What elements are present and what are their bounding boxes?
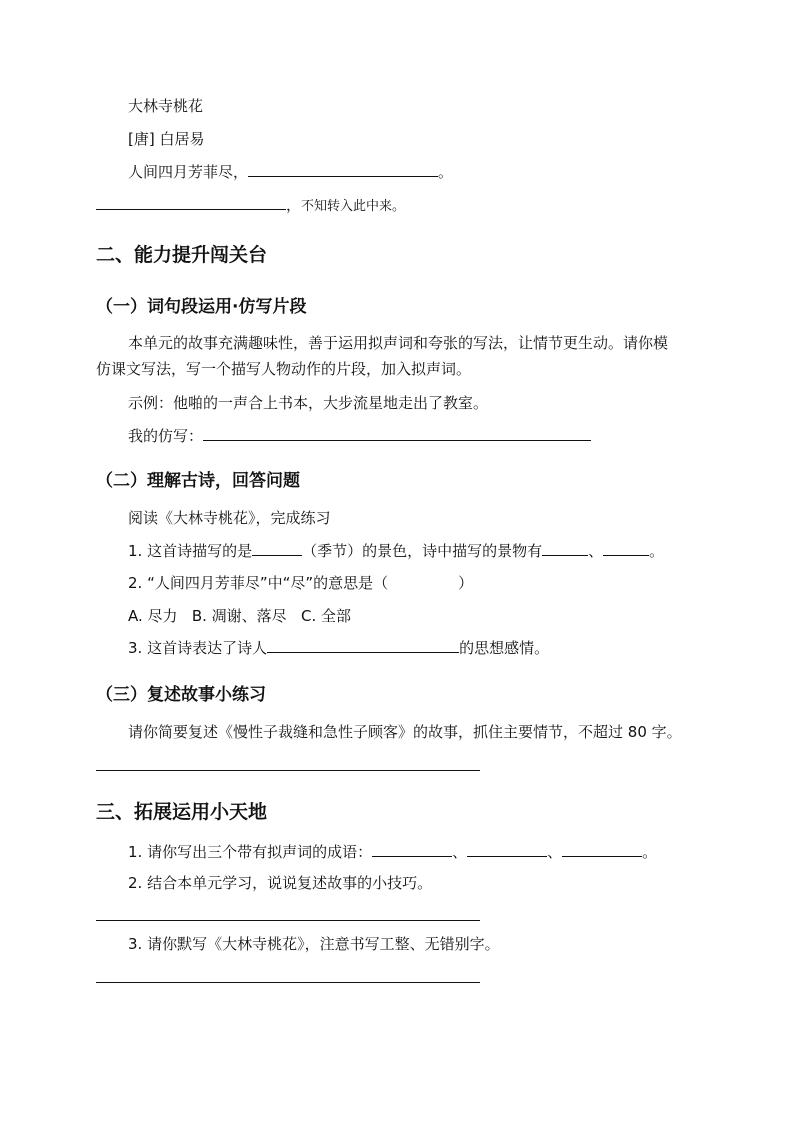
- section-3-question-3-answer-line[interactable]: [96, 982, 480, 983]
- q1-season-blank[interactable]: [252, 541, 302, 556]
- s3-q1-text: 1. 请你写出三个带有拟声词的成语：: [128, 843, 373, 861]
- section-3-question-1: [128, 842, 657, 862]
- part-2-heading: （二）理解古诗，回答问题: [96, 471, 300, 491]
- my-writing-label: 我的仿写：: [128, 427, 204, 445]
- q3-text-b: 的思想感情。: [459, 639, 550, 657]
- part-2-question-2-options: A. 尽力 B. 凋谢、落尽 C. 全部: [128, 607, 351, 625]
- section-2-heading: 二、能力提升闯关台: [96, 244, 268, 266]
- q1-separator: 、: [588, 542, 604, 560]
- q1-scenery-blank-1[interactable]: [542, 541, 588, 556]
- poem-line-2-sep: ，: [286, 196, 302, 214]
- q2-text: 2. “人间四月芳菲尽”中“尽”的意思是（: [128, 574, 389, 592]
- s3-q1-sep-2: 、: [547, 843, 563, 861]
- idiom-blank-1[interactable]: [372, 842, 452, 857]
- poem-title: 大林寺桃花: [128, 97, 204, 115]
- poem-line-1-end: 。: [438, 163, 454, 181]
- poem-line-2: [96, 195, 405, 217]
- idiom-blank-3[interactable]: [562, 842, 642, 857]
- part-1-paragraph-line-2: 仿课文写法，写一个描写人物动作的片段，加入拟声词。: [96, 360, 472, 378]
- idiom-blank-2[interactable]: [467, 842, 547, 857]
- part-1-example: 示例：他啪的一声合上书本，大步流星地走出了教室。: [128, 394, 489, 412]
- part-3-prompt: 请你简要复述《慢性子裁缝和急性子顾客》的故事，抓住主要情节，不超过 80 字。: [128, 723, 682, 741]
- section-3-heading: 三、拓展运用小天地: [96, 801, 268, 823]
- part-2-question-1: [128, 541, 664, 561]
- s3-q1-sep-1: 、: [452, 843, 468, 861]
- q1-scenery-blank-2[interactable]: [603, 541, 649, 556]
- part-3-answer-line[interactable]: [96, 770, 480, 771]
- poem-line-1-blank[interactable]: [248, 162, 438, 177]
- part-1-heading: （一）词句段运用·仿写片段: [96, 297, 307, 317]
- q3-text-a: 3. 这首诗表达了诗人: [128, 639, 268, 657]
- section-3-question-3: 3. 请你默写《大林寺桃花》，注意书写工整、无错别字。: [128, 935, 500, 953]
- part-2-question-3: [128, 638, 549, 658]
- poem-line-2-blank[interactable]: [96, 195, 286, 210]
- q2-end: ）: [458, 574, 474, 592]
- poem-author: [唐] 白居易: [128, 130, 205, 148]
- poem-line-1-text: 人间四月芳菲尽，: [128, 163, 249, 181]
- q1-text-b: （季节）的景色，诗中描写的景物有: [302, 542, 543, 560]
- part-3-heading: （三）复述故事小练习: [96, 685, 266, 705]
- poem-line-2-text: 不知转入此中来。: [301, 199, 406, 214]
- part-1-my-writing: [128, 426, 591, 446]
- s3-q1-end: 。: [642, 843, 658, 861]
- part-2-intro: 阅读《大林寺桃花》，完成练习: [128, 509, 331, 527]
- part-2-question-2: [128, 573, 473, 593]
- q1-end: 。: [649, 542, 665, 560]
- q1-text-a: 1. 这首诗描写的是: [128, 542, 253, 560]
- poem-line-1: [128, 162, 453, 182]
- q3-blank[interactable]: [267, 638, 459, 653]
- section-3-question-2: 2. 结合本单元学习，说说复述故事的小技巧。: [128, 874, 433, 892]
- part-1-paragraph-line-1: 本单元的故事充满趣味性，善于运用拟声词和夸张的写法，让情节更生动。请你模: [128, 334, 669, 352]
- my-writing-blank[interactable]: [203, 426, 591, 441]
- section-3-question-2-answer-line[interactable]: [96, 920, 480, 921]
